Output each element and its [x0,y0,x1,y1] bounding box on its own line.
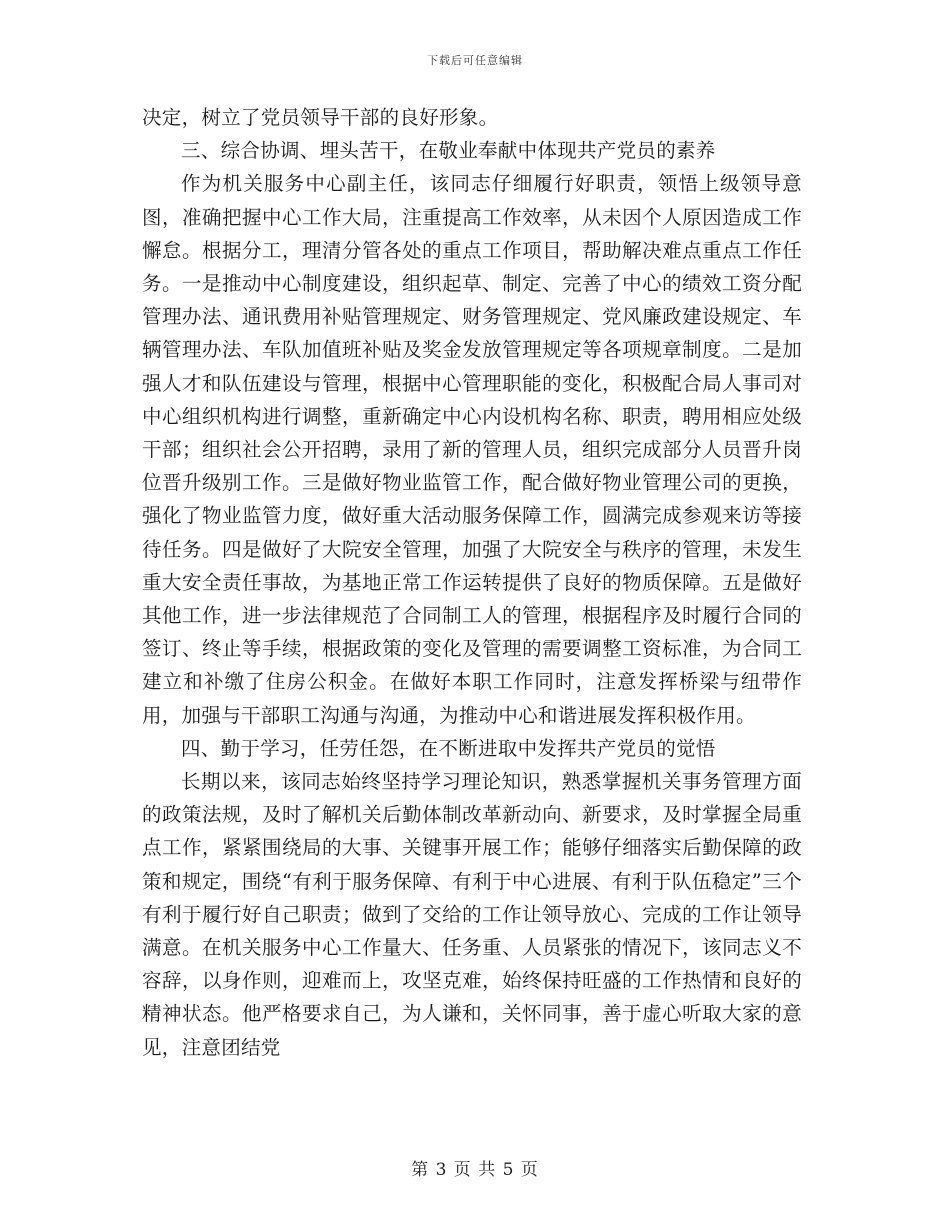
document-body [142,101,802,1064]
section-heading-four: 四、勤于学习，任劳任怨，在不断进取中发挥共产党员的觉悟 [181,736,716,760]
paragraph-continuation: 决定，树立了党员领导干部的良好形象。 [142,106,499,129]
page-number-footer: 第 3 页 共 5 页 [411,1160,539,1180]
paragraph-section-four: 长期以来，该同志始终坚持学习理论知识，熟悉掌握机关事务管理方面的政策法规，及时了解机关后勤体制改革新动向、新要求，及时掌握全局重点工作，紧紧围绕局的大事、关键事开展工作；能够仔细落实后勤保障的政策和规定，围绕“有利于服务保障、有利于中心进展、有利于队伍稳定”三个有利于履行好自己职责；做到了交给的工作让领导放心、完成的工作让领导满意。在机关服务中心工作量大、任务重、人员紧张的情况下，该同志义不容辞，以身作则，迎难而上，攻坚克难，始终保持旺盛的工作热情和良好的精神状态。他严格要求自己，为人谦和，关怀同事，善于虚心听取大家的意见，注意团结党 [142,770,802,1059]
section-heading-three: 三、综合协调、埋头苦干，在敬业奉献中体现共产党员的素养 [181,139,716,163]
paragraph-section-three: 作为机关服务中心副主任，该同志仔细履行好职责，领悟上级领导意图，准确把握中心工作大局，注重提高工作效率，从未因个人原因造成工作懈怠。根据分工，理清分管各处的重点工作项目，帮助解决难点重点工作任务。一是推动中心制度建设，组织起草、制定、完善了中心的绩效工资分配管理办法、通讯费用补贴管理规定、财务管理规定、党风廉政建设规定、车辆管理办法、车队加值班补贴及奖金发放管理规定等各项规章制度。二是加强人才和队伍建设与管理，根据中心管理职能的变化，积极配合局人事司对中心组织机构进行调整，重新确定中心内设机构名称、职责，聘用相应处级干部；组织社会公开招聘，录用了新的管理人员，组织完成部分人员晋升岗位晋升级别工作。三是做好物业监管工作，配合做好物业管理公司的更换，强化了物业监管力度，做好重大活动服务保障工作，圆满完成参观来访等接待任务。四是做好了大院安全管理，加强了大院安全与秩序的管理，未发生重大安全责任事故，为基地正常工作运转提供了良好的物质保障。五是做好其他工作，进一步法律规范了合同制工人的管理，根据程序及时履行合同的签订、终止等手续，根据政策的变化及管理的需要调整工资标准，为合同工建立和补缴了住房公积金。在做好本职工作同时，注意发挥桥梁与纽带作用，加强与干部职工沟通与沟通，为推动中心和谐进展发挥积极作用。 [142,172,802,727]
page-header: 下载后可任意编辑 [427,54,523,67]
